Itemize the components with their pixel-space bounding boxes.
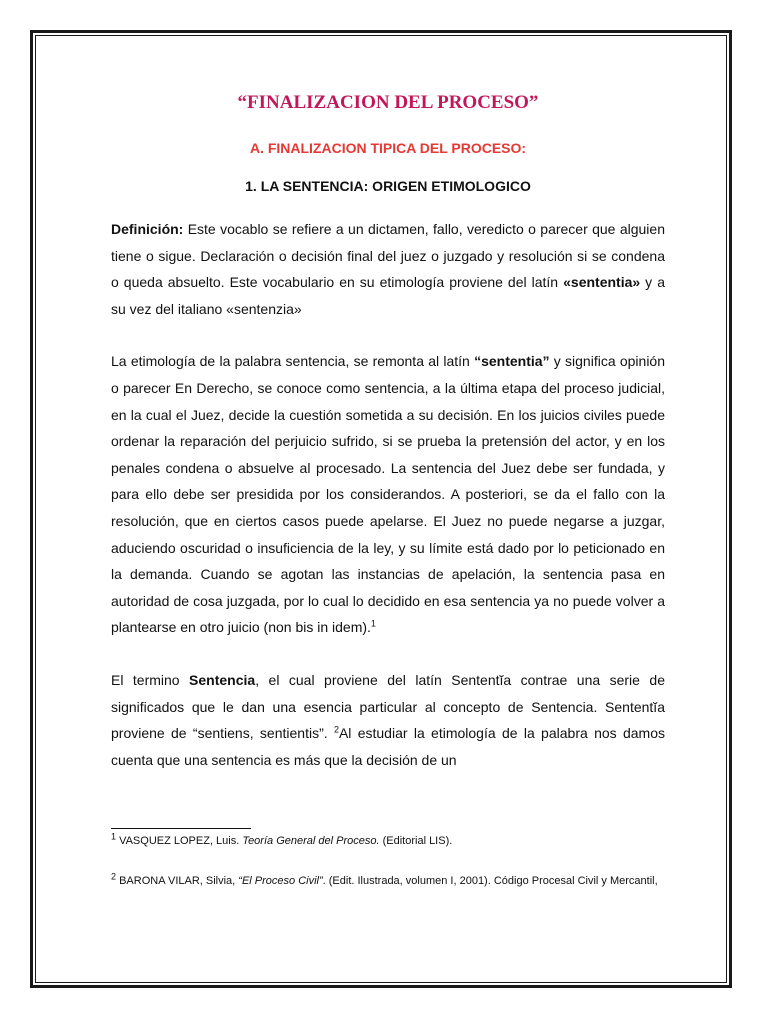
page-border <box>30 30 732 988</box>
definition-bold-term: «sententia» <box>563 274 641 291</box>
footnote-1-text-a: VASQUEZ LOPEZ, Luis. <box>116 835 243 847</box>
etymology-text-b: y significa opinión o parecer En Derecho, se conoce como sentencia, a la última etapa del proceso judicial, en la cual el Juez, decide la cuestión sometida a su decisión. En los juicios civiles puede ordenar la reparación del perjuicio sufrido, si se prueba la pretensión del actor, y en los penales condena o absuelve al procesado. La sentencia del Juez debe ser fundada, y para ello debe ser presidida por los considerandos. A posteriori, se da el fallo con la resolución, que en ciertos casos puede apelarse. El Juez no puede negarse a juzgar, aduciendo oscuridad o insuficiencia de la ley, y su límite está dado por lo peticionado en la demanda. Cuando se agotan las instancias de apelación, la sentencia pasa en autoridad de cosa juzgada, por lo cual lo decidido en esa sentencia ya no puede volver a plantearse en otro juicio (non bis in idem). <box>111 353 665 636</box>
footnote-2-text-b: . (Edit. Ilustrada, volumen I, 2001). Código Procesal Civil y Mercantil, <box>322 875 658 887</box>
term-paragraph <box>111 667 665 773</box>
etymology-text-a: La etimología de la palabra sentencia, se remonta al latín <box>111 353 475 370</box>
definition-label: Definición: <box>111 221 184 237</box>
definition-text-a: Este vocablo se refiere a un dictamen, fallo, veredicto o parecer que alguien tiene o sigue. Declaración o decisión final del juez o juzgado y resolución si se condena o queda absuelto. Este vocabulario en su etimología proviene del latín <box>111 221 665 291</box>
definition-text-b: y a su vez del italiano «sentenzia» <box>111 274 665 317</box>
footnote-separator <box>111 828 251 829</box>
footnote-ref-1[interactable]: 1 <box>370 618 376 629</box>
footnote-2-italic: “El Proceso Civil” <box>238 875 323 887</box>
footnote-2 <box>111 871 665 891</box>
footnote-2-number: 2 <box>111 871 117 882</box>
document-body <box>111 92 665 773</box>
term-text-b: , el cual proviene del latín Sententĭa contrae una serie de significados que le dan una esencia particular al concepto de Sentencia. Sententĭa proviene de “sentiens, sentientis”. <box>111 671 665 742</box>
footnote-ref-2[interactable]: 2 <box>333 724 339 735</box>
term-text-c: Al estudiar la etimología de la palabra nos damos cuenta que una sentencia es más que la decisión de un <box>111 725 665 768</box>
etymology-bold-term: “sententia” <box>474 353 550 370</box>
footnote-1-text-b: (Editorial LIS). <box>379 835 453 847</box>
document-title: “FINALIZACION DEL PROCESO” <box>237 92 539 113</box>
term-text-a: El termino <box>111 671 190 688</box>
footnote-2-text-a: BARONA VILAR, Silvia, <box>116 875 239 887</box>
etymology-paragraph <box>111 348 665 641</box>
footnote-1 <box>111 831 665 851</box>
page-inner-border <box>35 35 727 983</box>
footnote-1-number: 1 <box>111 831 117 842</box>
definition-paragraph <box>111 216 665 322</box>
subsection-title: 1. LA SENTENCIA: ORIGEN ETIMOLOGICO <box>245 178 531 194</box>
section-title: A. FINALIZACION TIPICA DEL PROCESO: <box>249 140 527 156</box>
term-bold: Sentencia <box>189 671 256 688</box>
footnote-1-italic: Teoría General del Proceso. <box>242 835 380 847</box>
